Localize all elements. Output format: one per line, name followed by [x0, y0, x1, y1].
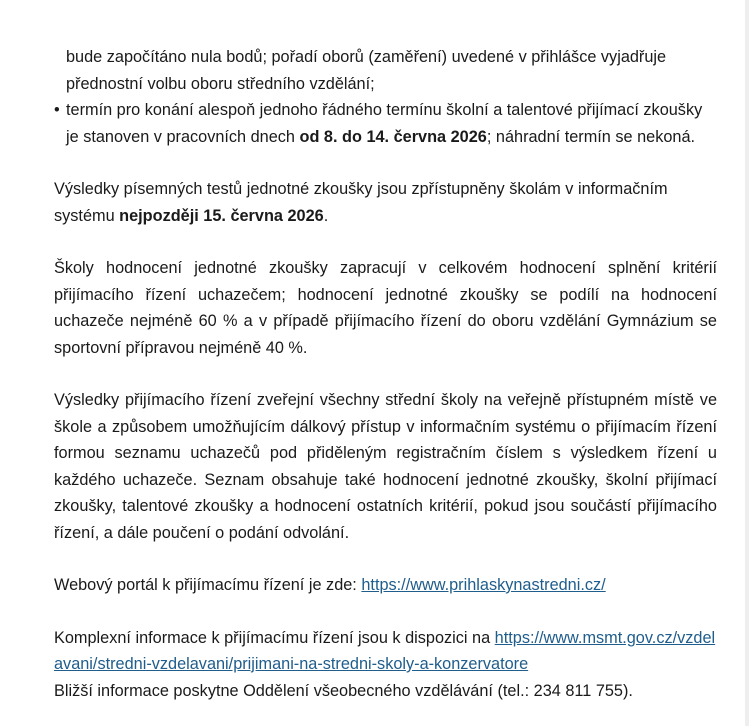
list-item-text: bude započítáno nula bodů; pořadí oborů (zaměření) uvedené v přihlášce vyjadřuje přednostní volbu oboru středního vzdělání; — [66, 48, 667, 93]
list-item-text: termín pro konání alespoň jednoho řádného termínu školní a talentové přijímací zkoušky je stanoven v pracovních dnech — [66, 101, 703, 146]
paragraph-test-results: Výsledky písemných testů jednotné zkoušky jsou zpřístupněny školám v informačním systému nejpozději 15. června 2026. — [54, 180, 668, 225]
bullet-icon: • — [54, 101, 60, 119]
deadline-date: nejpozději 15. června 2026 — [119, 206, 324, 225]
portal-link[interactable]: https://www.prihlaskynastredni.cz/ — [361, 576, 606, 594]
page-edge — [745, 0, 749, 726]
paragraph-evaluation: Školy hodnocení jednotné zkoušky zapracují v celkovém hodnocení splnění kritérií přijímacího řízení uchazečem; hodnocení jednotné zkoušky se podílí na hodnocení uchazeče nejméně 60 % a v případě přijímacího řízení do oboru vzdělání Gymnázium se sportovní přípravou nejméně 40 %. — [54, 259, 717, 357]
paragraph-info: Komplexní informace k přijímacímu řízení jsou k dispozici na https://www.msmt.gov.cz/vzdelavani/stredni-vzdelavani/prijimani-na-stredni-skoly-a-konzervatore — [54, 628, 716, 673]
list-item-text-end: ; náhradní termín se nekoná. — [486, 127, 696, 146]
bullet-list — [54, 44, 717, 150]
list-item-continuation — [54, 44, 717, 97]
paragraph-portal: Webový portál k přijímacímu řízení je zde: https://www.prihlaskynastredni.cz/ — [54, 576, 606, 594]
msmt-link[interactable]: https://www.msmt.gov.cz/vzdelavani/stredni-vzdelavani/prijimani-na-stredni-skoly-a-konzervatore — [54, 628, 716, 673]
paragraph-publication: Výsledky přijímacího řízení zveřejní všechny střední školy na veřejně přístupném místě ve škole a způsobem umožňujícím dálkový přístup v informačním systému o přijímacím řízení formou seznamu uchazečů pod přiděleným registračním číslem s výsledkem řízení u každého uchazeče. Seznam obsahuje také hodnocení jednotné zkoušky, školní přijímací zkoušky, talentové zkoušky a hodnocení ostatních kritérií, pokud jsou součástí přijímacího řízení, a dále poučení o podání odvolání. — [54, 391, 717, 542]
date-range: od 8. do 14. června 2026 — [299, 127, 487, 146]
paragraph-contact: Bližší informace poskytne Oddělení všeobecného vzdělávání (tel.: 234 811 755). — [54, 681, 633, 700]
document-body — [54, 44, 717, 704]
list-item — [54, 97, 717, 150]
